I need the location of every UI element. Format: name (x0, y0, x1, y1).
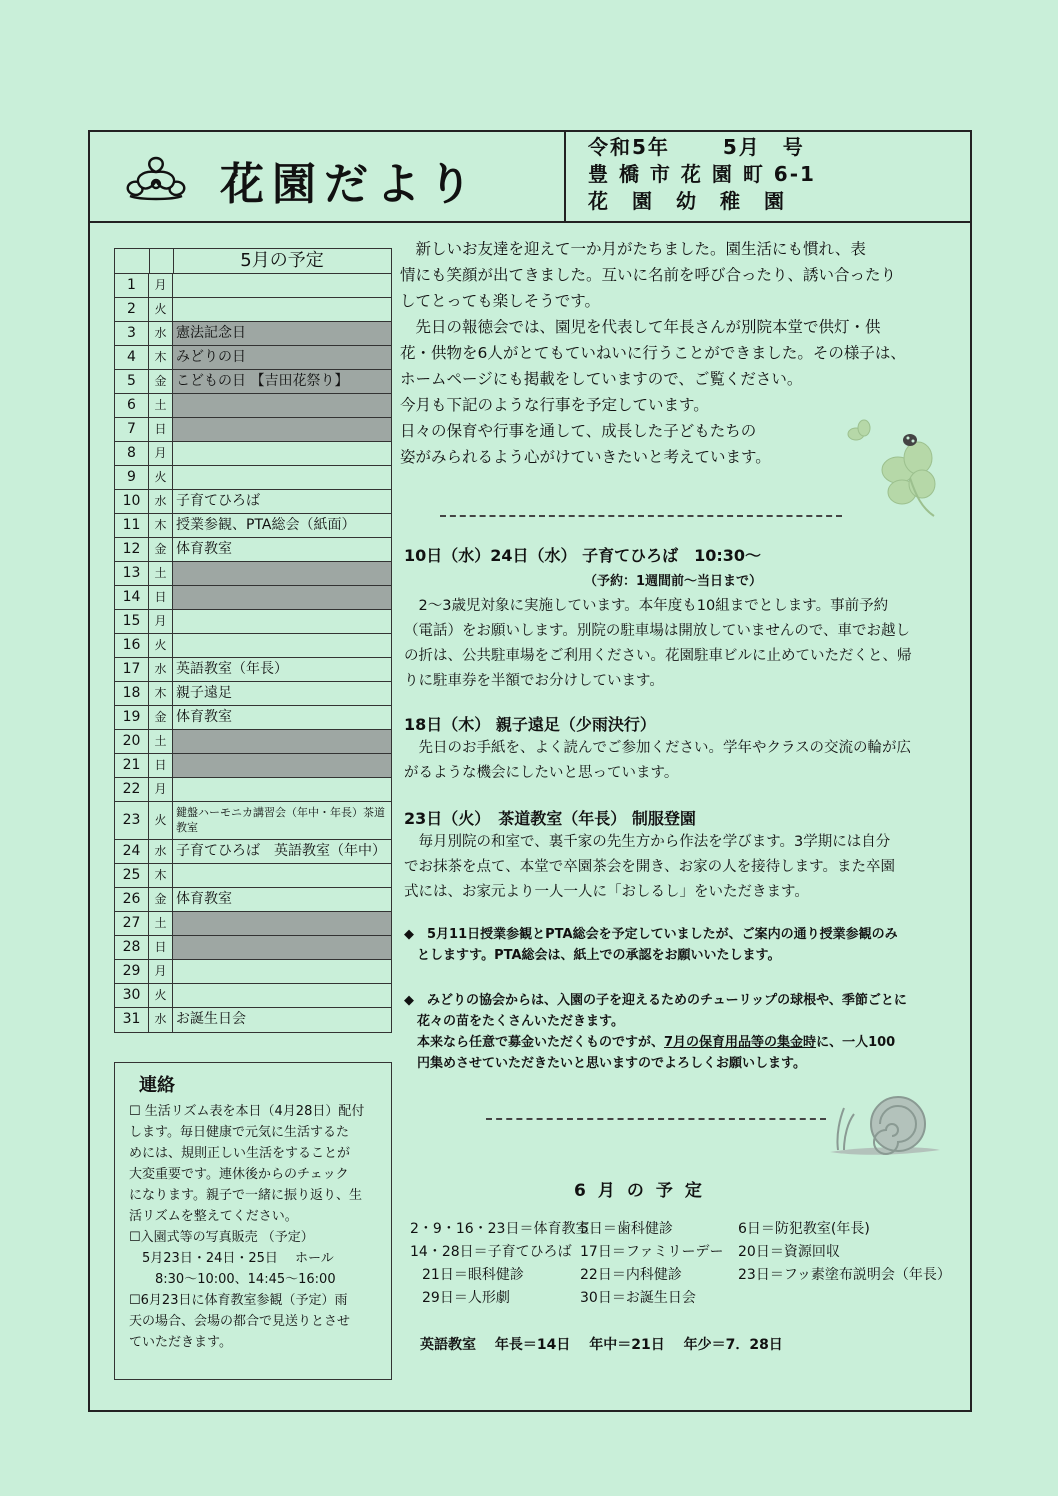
school-address: 豊 橋 市 花 園 町 6-1 (588, 162, 816, 186)
calendar-day: 19 (115, 706, 149, 729)
calendar-day: 10 (115, 490, 149, 513)
body-line: でお抹茶を点て、本堂で卒園茶会を開き、お家の人を接待します。また卒園 (404, 859, 895, 875)
calendar-row (115, 802, 391, 840)
calendar-event (173, 274, 391, 297)
calendar-row (115, 682, 391, 706)
calendar-weekday: 火 (149, 298, 173, 321)
calendar-event (173, 864, 391, 887)
calendar-day: 13 (115, 562, 149, 585)
calendar-header (115, 249, 391, 274)
note-line: としますす。PTA総会は、紙上での承認をお願いいたします。 (404, 948, 781, 963)
contact-lines (129, 1101, 385, 1353)
calendar-day: 6 (115, 394, 149, 417)
calendar-weekday: 水 (149, 490, 173, 513)
calendar-weekday: 日 (149, 586, 173, 609)
calendar-row (115, 634, 391, 658)
school-emblem-icon (120, 152, 192, 202)
calendar-row (115, 936, 391, 960)
june-item: 21日＝眼科健診 (422, 1267, 524, 1283)
contact-line: ていただきます。 (129, 1335, 232, 1350)
calendar-weekday: 水 (149, 840, 173, 863)
calendar-row (115, 1008, 391, 1032)
note-line: ◆ みどりの協会からは、入園の子を迎えるためのチューリップの球根や、季節ごとに (404, 993, 907, 1008)
calendar-event (173, 634, 391, 657)
calendar-row (115, 840, 391, 864)
june-item: 22日＝内科健診 (580, 1267, 682, 1283)
calendar-event: 子育てひろば 英語教室（年中） (176, 843, 386, 859)
calendar-row (115, 586, 391, 610)
note-pta (404, 924, 964, 966)
english-class-schedule: 英語教室 年長＝14日 年中＝21日 年少＝7．28日 (420, 1337, 783, 1353)
june-item: 5日＝歯科健診 (580, 1221, 673, 1237)
body-line: 2～3歳児対象に実施しています。本年度も10組までとします。事前予約 (404, 598, 889, 614)
calendar-row (115, 514, 391, 538)
calendar-title: 5月の予定 (240, 250, 324, 271)
snail-icon (826, 1094, 944, 1160)
calendar-row (115, 888, 391, 912)
body-line: がるような機会にしたいと思っています。 (404, 765, 679, 781)
calendar-day: 29 (115, 960, 149, 983)
intro-line: 今月も下記のような行事を予定しています。 (400, 396, 709, 414)
calendar-event (173, 936, 391, 959)
note-line: 花々の苗をたくさんいただきます。 (404, 1014, 624, 1029)
june-item: 2・9・16・23日＝体育教室 (410, 1221, 590, 1237)
contact-box (114, 1062, 392, 1380)
calendar-day: 30 (115, 984, 149, 1007)
calendar-row (115, 322, 391, 346)
section-sado-body (404, 830, 964, 905)
intro-line: 新しいお友達を迎えて一か月がたちました。園生活にも慣れ、表 (400, 240, 866, 258)
calendar-day: 15 (115, 610, 149, 633)
calendar-day: 28 (115, 936, 149, 959)
calendar-weekday: 金 (149, 888, 173, 911)
calendar-row (115, 778, 391, 802)
calendar-day: 24 (115, 840, 149, 863)
divider-2 (486, 1118, 826, 1120)
contact-title: 連絡 (139, 1075, 175, 1096)
contact-line: になります。親子で一緒に振り返り、生 (129, 1188, 362, 1203)
calendar-day: 3 (115, 322, 149, 345)
title-box (88, 130, 566, 221)
calendar-day: 14 (115, 586, 149, 609)
calendar-event (173, 912, 391, 935)
calendar-row (115, 466, 391, 490)
calendar-row (115, 370, 391, 394)
calendar-row (115, 730, 391, 754)
clover-ladybug-icon (838, 418, 958, 518)
calendar-day: 8 (115, 442, 149, 465)
calendar-row (115, 754, 391, 778)
calendar-row (115, 274, 391, 298)
calendar-event: 鍵盤ハーモニカ講習会（年中・年長）茶道教室 (176, 806, 385, 834)
calendar-day: 25 (115, 864, 149, 887)
calendar-day: 1 (115, 274, 149, 297)
june-schedule-title: 6月の予定 (574, 1181, 714, 1201)
calendar-weekday: 水 (149, 322, 173, 345)
calendar-weekday: 土 (149, 912, 173, 935)
section-ensoku-body (404, 736, 964, 786)
june-item: 20日＝資源回収 (738, 1244, 840, 1260)
calendar-row (115, 658, 391, 682)
calendar-day: 23 (115, 802, 149, 839)
calendar-row (115, 912, 391, 936)
body-line: 毎月別院の和室で、裏千家の先生方から作法を学びます。3学期には自分 (404, 834, 891, 850)
june-item: 23日＝フッ素塗布説明会（年長） (738, 1267, 951, 1283)
body-line: の折は、公共駐車場をご利用ください。花園駐車ビルに止めていただくと、帰 (404, 648, 912, 664)
calendar-day: 5 (115, 370, 149, 393)
june-item: 17日＝ファミリーデー (580, 1244, 724, 1260)
masthead (88, 130, 972, 223)
calendar-weekday: 月 (149, 778, 173, 801)
body-line: 先日のお手紙を、よく読んでご参加ください。学年やクラスの交流の輪が広 (404, 740, 912, 756)
calendar-rows (115, 274, 391, 1032)
calendar-event (173, 984, 391, 1007)
calendar-day: 2 (115, 298, 149, 321)
contact-line: 天の場合、会場の都合で見送りとさせ (129, 1314, 351, 1329)
calendar-event (173, 610, 391, 633)
note-line: ◆ 5月11日授業参観とPTA総会を予定していましたが、ご案内の通り授業参観のみ (404, 927, 898, 942)
calendar-row (115, 864, 391, 888)
calendar-row (115, 298, 391, 322)
calendar-row (115, 442, 391, 466)
section-kosodate-body (404, 594, 964, 694)
contact-line: 5月23日・24日・25日 ホール (129, 1251, 334, 1266)
calendar-row (115, 394, 391, 418)
contact-line: ☐入園式等の写真販売 （予定） (129, 1230, 314, 1245)
calendar-event (173, 394, 391, 417)
note-midori (404, 990, 964, 1032)
contact-line: めには、規則正しい生活をすることが (129, 1146, 351, 1161)
divider-1 (440, 515, 842, 517)
calendar-row (115, 984, 391, 1008)
june-schedule (410, 1218, 970, 1310)
calendar-weekday: 木 (149, 514, 173, 537)
calendar-event (173, 960, 391, 983)
calendar-day: 20 (115, 730, 149, 753)
calendar-weekday: 火 (149, 802, 173, 839)
june-row (410, 1218, 970, 1241)
calendar-day: 17 (115, 658, 149, 681)
calendar-row (115, 346, 391, 370)
calendar-weekday: 日 (149, 754, 173, 777)
calendar-day: 16 (115, 634, 149, 657)
intro-line: 花・供物を6人がとてもていねいに行うことができました。その様子は、 (400, 344, 906, 362)
june-row (410, 1287, 970, 1310)
calendar-weekday: 火 (149, 984, 173, 1007)
calendar-day: 11 (115, 514, 149, 537)
calendar-weekday: 土 (149, 562, 173, 585)
june-item: 30日＝お誕生日会 (580, 1290, 696, 1306)
calendar-event: 親子遠足 (176, 685, 232, 701)
calendar-row (115, 490, 391, 514)
june-item: 14・28日＝子育てひろば (410, 1244, 572, 1260)
calendar-event (173, 562, 391, 585)
calendar-day: 7 (115, 418, 149, 441)
calendar-weekday: 月 (149, 610, 173, 633)
calendar-row (115, 706, 391, 730)
section-kosodate-subtitle: （予約：1週間前～当日まで） (584, 574, 763, 589)
calendar-weekday: 木 (149, 346, 173, 369)
calendar-weekday: 木 (149, 864, 173, 887)
calendar-day: 18 (115, 682, 149, 705)
calendar-event (173, 418, 391, 441)
calendar-weekday: 水 (149, 658, 173, 681)
intro-line: してとっても楽しそうです。 (400, 292, 600, 310)
calendar-row (115, 418, 391, 442)
calendar-row (115, 538, 391, 562)
calendar-day: 4 (115, 346, 149, 369)
school-name: 花 園 幼 稚 園 (588, 189, 786, 213)
contact-line: 大変重要です。連休後からのチェック (129, 1167, 349, 1182)
calendar-row (115, 562, 391, 586)
calendar-weekday: 金 (149, 370, 173, 393)
calendar-day: 26 (115, 888, 149, 911)
intro-line: 日々の保育や行事を通して、成長した子どもたちの (400, 422, 757, 440)
calendar-event: 体育教室 (176, 891, 232, 907)
calendar-event (173, 778, 391, 801)
contact-line: 8:30～10:00、14:45～16:00 (129, 1272, 336, 1287)
issue-info (588, 134, 816, 215)
body-line: りに駐車券を半額でお分けしています。 (404, 673, 664, 689)
calendar-event: 憲法記念日 (173, 322, 391, 345)
calendar-event (173, 466, 391, 489)
calendar-weekday: 金 (149, 706, 173, 729)
calendar-weekday: 火 (149, 634, 173, 657)
calendar-day: 21 (115, 754, 149, 777)
calendar-event: 体育教室 (176, 709, 232, 725)
calendar-weekday: 金 (149, 538, 173, 561)
section-kosodate-title: 10日（水）24日（水） 子育てひろば 10:30～ (404, 546, 762, 565)
calendar-event (173, 730, 391, 753)
calendar-weekday: 土 (149, 730, 173, 753)
june-item: 6日＝防犯教室(年長) (738, 1221, 870, 1237)
intro-line: 姿がみられるよう心がけていきたいと考えています。 (400, 448, 771, 466)
calendar-event: 授業参観、PTA総会（紙面） (176, 517, 356, 533)
calendar-weekday: 月 (149, 274, 173, 297)
note-donation: 本来なら任意で募金いただくものですが、7月の保育用品等の集金時に、一人100 円集めさせていただきたいと思いますのでよろしくお願いします。 (404, 1035, 896, 1071)
intro-line: ホームページにも掲載をしていますので、ご覧ください。 (400, 370, 803, 388)
newsletter-title: 花園だより (220, 159, 480, 210)
calendar-event (173, 754, 391, 777)
contact-line: ☐ 生活リズム表を本日（4月28日）配付 (129, 1104, 365, 1119)
calendar-weekday: 木 (149, 682, 173, 705)
june-row (410, 1264, 970, 1287)
intro-line: 先日の報徳会では、園児を代表して年長さんが別院本堂で供灯・供 (400, 318, 881, 336)
calendar-event (173, 298, 391, 321)
calendar-event: お誕生日会 (176, 1011, 246, 1027)
calendar-day: 12 (115, 538, 149, 561)
calendar-row (115, 960, 391, 984)
calendar-weekday: 火 (149, 466, 173, 489)
section-ensoku-title: 18日（木） 親子遠足（少雨決行） (404, 715, 656, 734)
calendar-event (173, 586, 391, 609)
issue-date: 令和5年 5月 号 (588, 135, 805, 159)
calendar-event: こどもの日 【吉田花祭り】 (173, 370, 391, 393)
calendar-day: 9 (115, 466, 149, 489)
body-line: （電話）をお願いします。別院の駐車場は開放していませんので、車でお越し (404, 623, 911, 639)
calendar-weekday: 日 (149, 418, 173, 441)
calendar-weekday: 月 (149, 442, 173, 465)
calendar-event: 子育てひろば (176, 493, 260, 509)
calendar-weekday: 水 (149, 1008, 173, 1032)
calendar-event (173, 442, 391, 465)
contact-line: します。毎日健康で元気に生活するた (129, 1125, 349, 1140)
section-sado-title: 23日（火） 茶道教室（年長） 制服登園 (404, 809, 696, 828)
calendar-day: 31 (115, 1008, 149, 1032)
calendar-event: 体育教室 (176, 541, 232, 557)
calendar-event: みどりの日 (173, 346, 391, 369)
may-calendar (114, 248, 392, 1033)
calendar-row (115, 610, 391, 634)
calendar-day: 27 (115, 912, 149, 935)
intro-line: 情にも笑顔が出てきました。互いに名前を呼び合ったり、誘い合ったり (400, 266, 897, 284)
body-line: 式には、お家元より一人一人に「おしるし」をいただきます。 (404, 884, 809, 900)
contact-line: ☐6月23日に体育教室参観（予定）雨 (129, 1293, 348, 1308)
june-item: 29日＝人形劇 (422, 1290, 510, 1306)
calendar-weekday: 月 (149, 960, 173, 983)
june-row (410, 1241, 970, 1264)
calendar-day: 22 (115, 778, 149, 801)
calendar-weekday: 土 (149, 394, 173, 417)
june-item (738, 1287, 970, 1310)
contact-line: 活リズムを整えてください。 (129, 1209, 298, 1224)
calendar-event: 英語教室（年長） (176, 661, 288, 677)
calendar-weekday: 日 (149, 936, 173, 959)
